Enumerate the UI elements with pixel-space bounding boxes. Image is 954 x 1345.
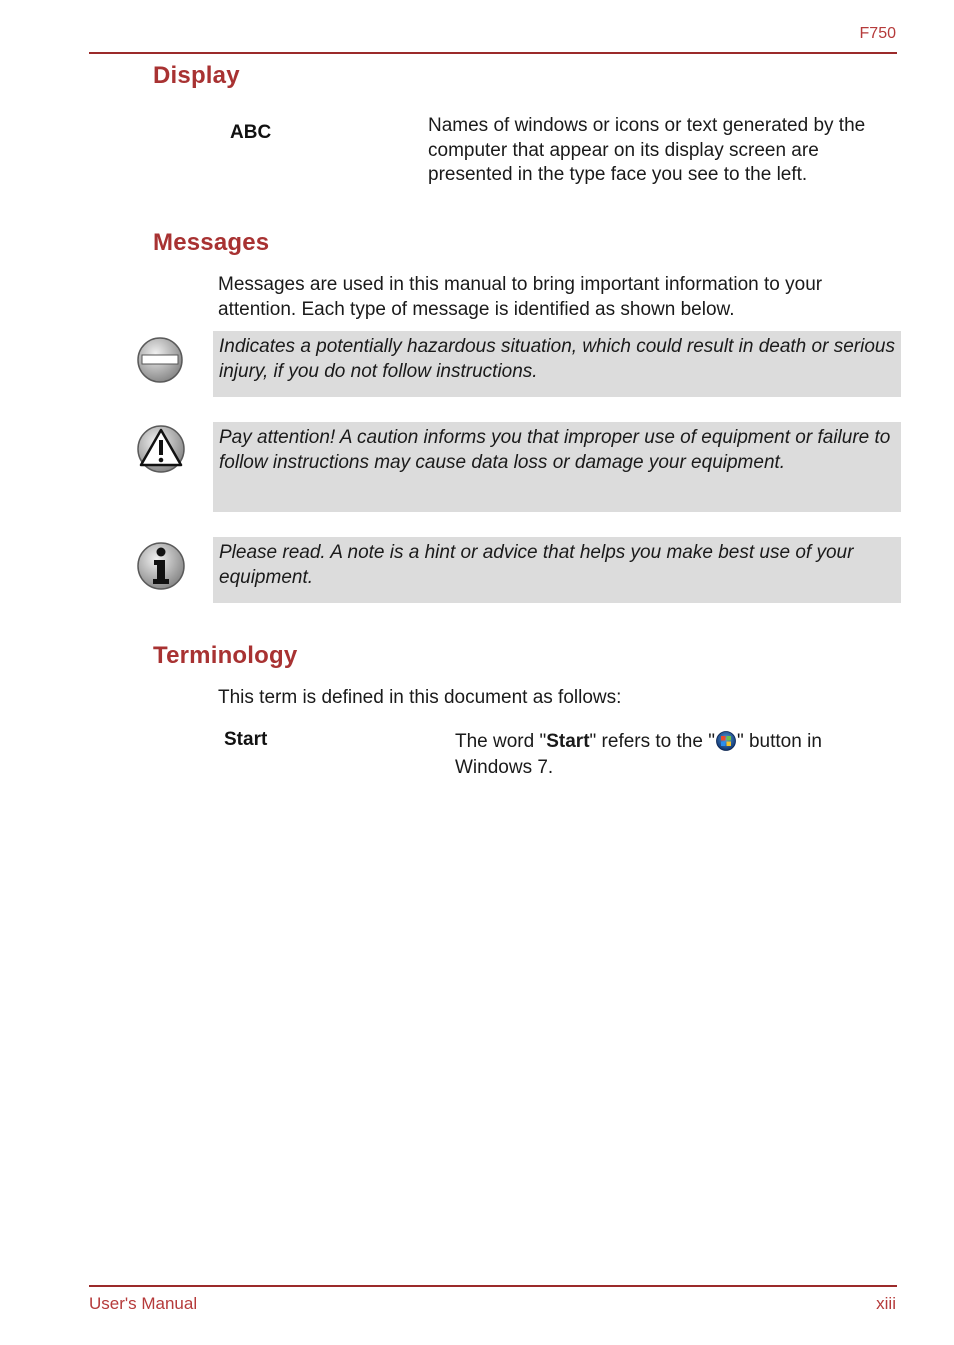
note-icon [136,541,186,591]
header-model-label: F750 [859,25,896,42]
caution-icon [136,424,186,474]
danger-icon [136,335,186,385]
caution-message-box [213,422,901,512]
definition-suffix: " button in Windows 7. [455,731,822,778]
messages-heading: Messages [153,229,270,256]
footer-rule [89,1285,897,1287]
definition-bold-term: Start [546,731,590,752]
note-message-text: Please read. A note is a hint or advice that helps you make best use of your equipment. [219,542,854,588]
note-message-box [213,537,901,603]
footer-manual-title: User's Manual [89,1294,198,1313]
terminology-definition [455,729,875,781]
display-term: ABC [230,122,272,143]
terminology-intro: This term is defined in this document as follows: [218,687,622,708]
display-description: Names of windows or icons or text generated by the computer that appear on its display screen are presented in the type face you see to the left. [428,115,866,185]
header-rule [89,52,897,54]
footer-page-number: xiii [876,1294,896,1313]
windows-start-icon [716,731,736,751]
messages-intro: Messages are used in this manual to bring important information to your attention. Each type of message is identified as shown below. [218,274,823,320]
terminology-term: Start [224,729,268,750]
danger-message-text: Indicates a potentially hazardous situation, which could result in death or serious injury, if you do not follow instructions. [219,336,895,382]
danger-message-box [213,331,901,397]
caution-message-text: Pay attention! A caution informs you that improper use of equipment or failure to follow instructions may cause data loss or damage your equipment. [219,427,891,473]
definition-middle: " refers to the " [589,731,715,752]
terminology-heading: Terminology [153,642,298,669]
display-heading: Display [153,62,240,89]
definition-prefix: The word " [455,731,547,752]
